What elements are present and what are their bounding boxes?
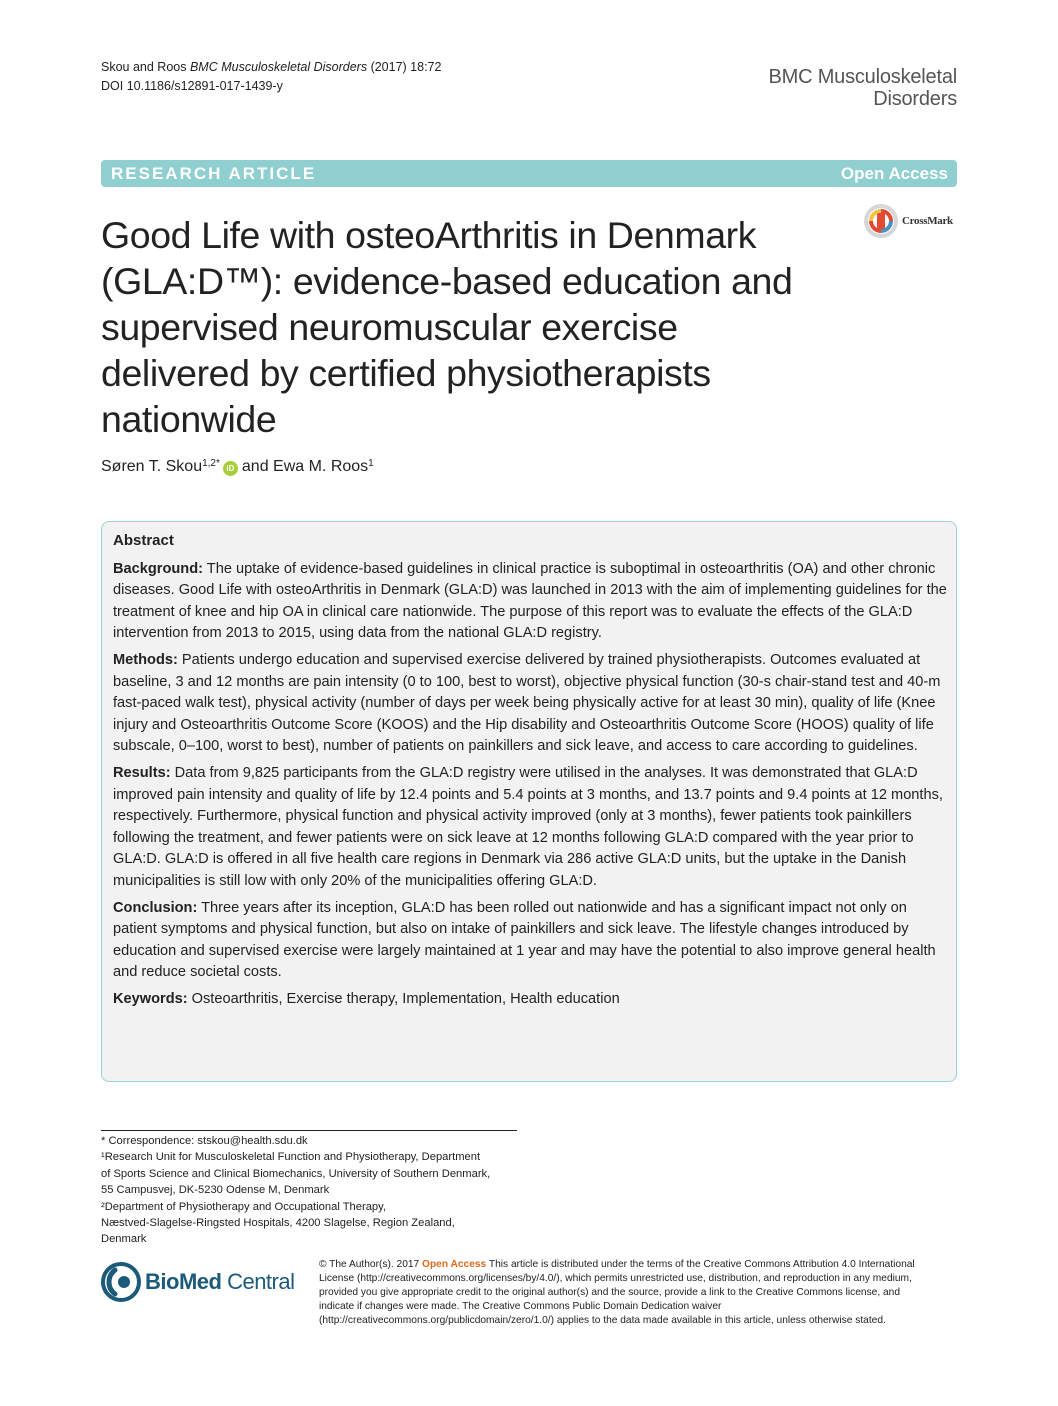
citation-journal: BMC Musculoskeletal Disorders <box>189 60 368 74</box>
footnotes <box>101 1133 541 1248</box>
citation-line <box>101 58 441 77</box>
abstract-methods <box>113 650 949 758</box>
conclusion-text: Three years after its inception, GLA:D has been rolled out nationwide and has a significant impact not only on patient symptoms and physical function, but also on intake of painkillers and sick leave. The lifestyle changes introduced by education and supervised exercise were largely maintained at 1 year and may have the potential to also improve general health and reduce societal costs. <box>113 899 936 981</box>
affiliation-2-line: Næstved-Slagelse-Ringsted Hospitals, 4200 Slagelse, Region Zealand, <box>101 1217 455 1230</box>
open-access-label: Open Access <box>840 164 948 183</box>
crossmark-icon <box>862 202 900 240</box>
affiliation-2-line: ²Department of Physiotherapy and Occupational Therapy, <box>101 1200 387 1213</box>
publisher-name <box>145 1269 295 1295</box>
abstract-conclusion <box>113 898 949 984</box>
conclusion-label: Conclusion: <box>113 899 198 916</box>
affiliation-1-line: of Sports Science and Clinical Biomechanics, University of Southern Denmark, <box>101 1167 491 1180</box>
results-text: Data from 9,825 participants from the GLA:D registry were utilised in the analyses. It was demonstrated that GLA:D improved pain intensity and quality of life by 12.4 points and 5.4 points at 3 months, and 13.7 points and 9.4 points at 12 months, respectively. Furthermore, physical function and physical activity improved (only at 3 months), fewer patients took painkillers following the treatment, and fewer patients were on sick leave at 12 months following GLA:D compared with the year prior to GLA:D. GLA:D is offered in all five health care regions in Denmark via 286 active GLA:D units, but the uptake in the Danish municipalities is still low with only 20% of the municipalities offering GLA:D. <box>113 764 943 889</box>
publisher-name-bold: BioMed <box>145 1269 222 1294</box>
abstract-content <box>113 530 949 1015</box>
methods-label: Methods: <box>113 651 178 668</box>
journal-name-line1: BMC Musculoskeletal <box>768 66 957 88</box>
article-type-banner <box>101 160 957 187</box>
methods-text: Patients undergo education and supervised exercise delivered by trained physiotherapists. Outcomes evaluated at baseline, 3 and 12 months are pain intensity (0 to 100, best to worst), objective physical function (30-s chair-stand test and 40-m fast-paced walk test), physical activity (number of days per week being physically active for at least 30 min), quality of life (Knee injury and Osteoarthritis Outcome Score (KOOS) and the Hip disability and Osteoarthritis Outcome Score (HOOS) quality of life subscale, 0–100, worst to best), number of patients on painkillers and sick leave, and access to care according to guidelines. <box>113 651 941 755</box>
abstract-results <box>113 763 949 893</box>
journal-name <box>769 66 958 110</box>
keywords-label: Keywords: <box>113 990 188 1007</box>
copyright-prefix: © The Author(s). 2017 <box>319 1259 423 1270</box>
abstract-keywords <box>113 989 949 1011</box>
results-label: Results: <box>113 764 171 781</box>
citation-volume: (2017) 18:72 <box>367 60 442 74</box>
license-text <box>319 1258 937 1328</box>
affiliation-1-line: 55 Campusvej, DK-5230 Odense M, Denmark <box>101 1184 330 1197</box>
background-text: The uptake of evidence-based guidelines in clinical practice is suboptimal in osteoarthritis (OA) and other chronic diseases. Good Life with osteoArthritis in Denmark (GLA:D) was launched in 2013 with the aim of implementing guidelines for the treatment of knee and hip OA in clinical care nationwide. The purpose of this report was to evaluate the effects of the GLA:D intervention from 2013 to 2015, using data from the national GLA:D registry. <box>113 560 947 642</box>
footnote-divider <box>101 1130 517 1131</box>
doi-link[interactable]: DOI 10.1186/s12891-017-1439-y <box>101 79 283 93</box>
keywords-text: Osteoarthritis, Exercise therapy, Implementation, Health education <box>187 990 620 1007</box>
affiliation-1-line: ¹Research Unit for Musculoskeletal Function and Physiotherapy, Department <box>101 1151 481 1164</box>
affiliation-2-line: Denmark <box>101 1233 147 1246</box>
journal-name-line2: Disorders <box>873 88 957 110</box>
abstract-heading: Abstract <box>113 532 174 549</box>
author-name: Søren T. Skou <box>101 458 203 475</box>
author-affiliation-sup: 1 <box>368 458 374 469</box>
author-affiliation-sup: 1,2* <box>202 458 220 469</box>
article-type: RESEARCH ARTICLE <box>111 164 317 183</box>
crossmark-label: CrossMark <box>902 215 953 227</box>
article-title: Good Life with osteoArthritis in Denmark (GLA:D™): evidence-based education and supervised neuromuscular exercise delivered by certified physiotherapists nationwide <box>101 214 793 440</box>
publisher-name-rest: Central <box>221 1269 295 1294</box>
correspondence-note: * Correspondence: stskou@health.sdu.dk <box>101 1135 308 1147</box>
license-body: This article is distributed under the terms of the Creative Commons Attribution 4.0 International License (http://creativecommons.org/licenses/by/4.0/), which permits unrestricted use, distribution, and reproduction in any medium, provided you give appropriate credit to the original author(s) and the source, provide a link to the Creative Commons license, and indicate if changes were made. The Creative Commons Public Domain Dedication waiver (http://creativecommons.org/publicdomain/zero/1.0/) applies to the data made available in this article, unless otherwise stated. <box>319 1259 915 1327</box>
open-access-inline: Open Access <box>422 1259 487 1270</box>
biomed-central-icon <box>101 1262 141 1302</box>
abstract-background <box>113 559 949 645</box>
abstract-box <box>101 521 957 1082</box>
publisher-logo[interactable] <box>101 1262 295 1302</box>
crossmark-badge[interactable] <box>862 202 953 240</box>
citation-authors: Skou and Roos <box>101 60 190 74</box>
author-line <box>101 458 374 476</box>
author-name: and Ewa M. Roos <box>241 458 369 475</box>
background-label: Background: <box>113 560 203 577</box>
orcid-icon[interactable]: iD <box>223 461 238 476</box>
citation-block <box>101 58 441 96</box>
